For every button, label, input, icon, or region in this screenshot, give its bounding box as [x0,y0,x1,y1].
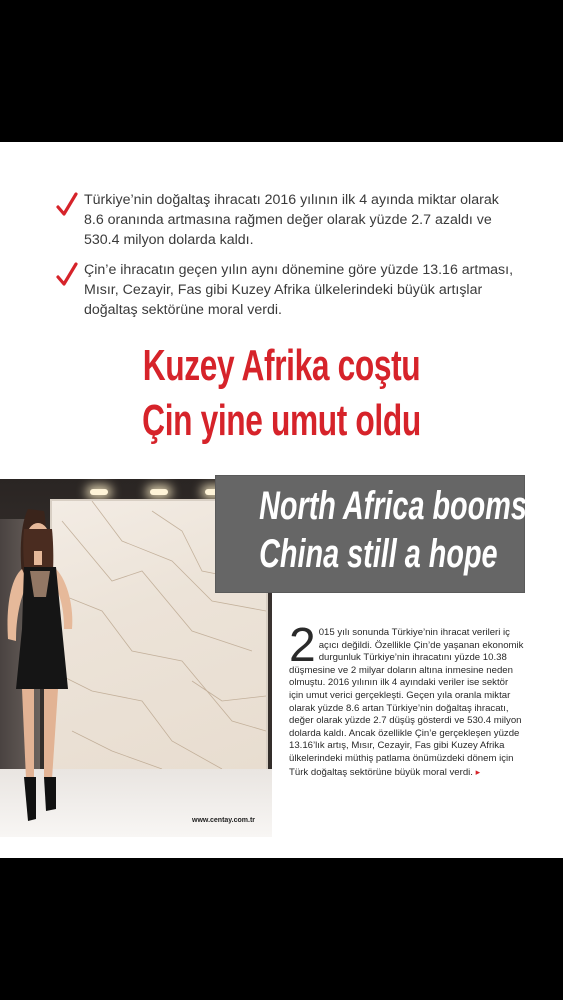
magazine-page [0,142,563,858]
headline-tr-line2: Çin yine umut oldu [142,396,421,445]
summary-bullets [56,190,516,330]
checkmark-icon [56,192,78,218]
end-mark-icon: ▸ [475,766,481,777]
headline-en-line2: China still a hope [259,532,498,576]
summary-bullet [56,260,516,320]
headline-en-line1: North Africa booms [259,484,527,528]
drop-cap: 2 [289,619,316,672]
checkmark-icon [56,262,78,288]
photo-credit: www.centay.com.tr [192,817,256,824]
article-text: 015 yılı sonunda Türkiye’nin ihracat verileri iç açıcı değildi. Özellikle Çin’de yaşanan ekonomik durgunluk Türkiye’nin ihracatını yüzde 10.38 düşmesine ve 2 milyar doların altına inmesine neden olmuştu. 2016 yılının ilk 4 ayındaki veriler ise sektör için umut verici gerçekleşti. Geçen yıla oranla miktar olarak yüzde 8.6 artan Türkiye’nin doğaltaş ihracatı, değer olarak yüzde 2.7 düşüş gösterdi ve 530.4 milyon dolarda kaldı. Ancak özellikle Çin’e gerçekleşen yüzde 13.16’lık artış, Mısır, Cezayir, Fas gibi Kuzey Afrika ülkelerindeki müthiş patlama önümüzdeki dönem için Türk doğaltaş sektörüne büyük moral verdi. [289,627,524,778]
bullet-text: Türkiye’nin doğaltaş ihracatı 2016 yılının ilk 4 ayında miktar olarak 8.6 oranında artmasına rağmen değer olarak yüzde 2.7 azaldı ve 530.4 milyon dolarda kaldı. [84,192,499,248]
bullet-text: Çin’e ihracatın geçen yılın aynı dönemine göre yüzde 13.16 artması, Mısır, Cezayir, Fas gibi Kuzey Afrika ülkelerindeki büyük artışlar doğaltaş sektörüne moral verdi. [84,262,514,318]
summary-bullet [56,190,516,250]
article-body [289,619,525,779]
headline-en-box [216,476,527,592]
headline-tr-line1: Kuzey Afrika coştu [142,341,421,390]
